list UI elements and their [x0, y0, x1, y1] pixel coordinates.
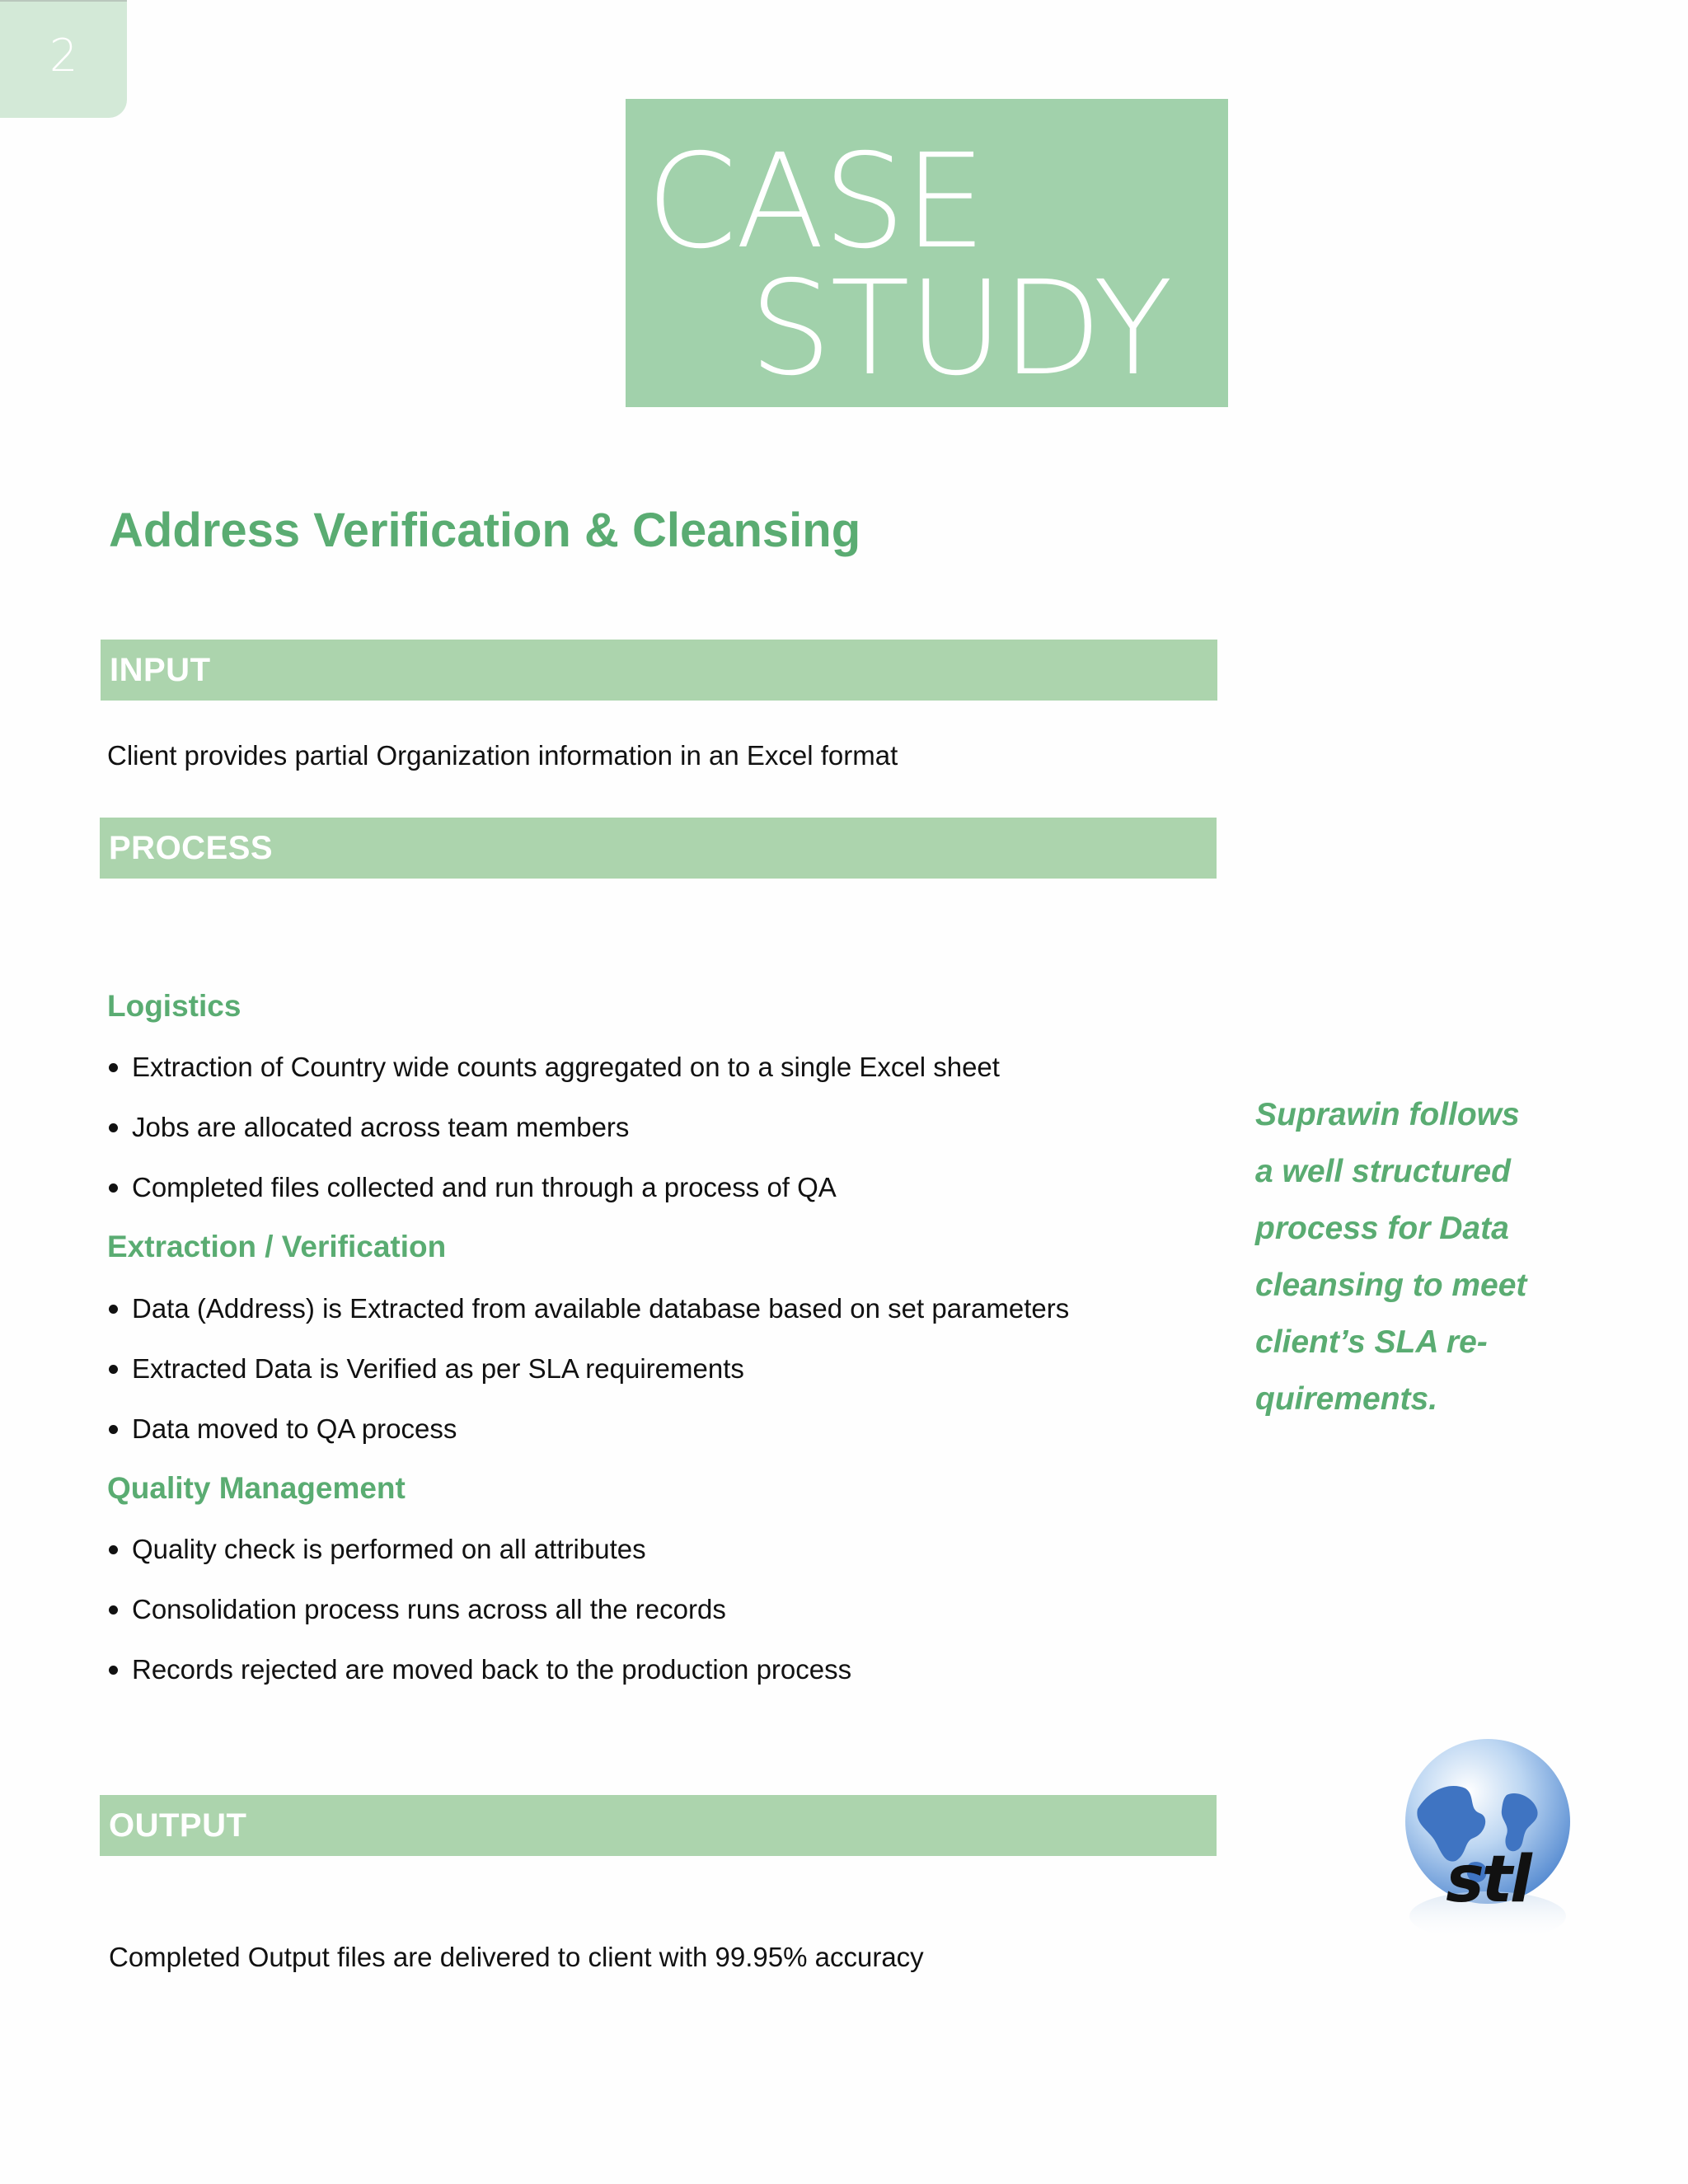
list-item: Records rejected are moved back to the production process	[107, 1653, 851, 1713]
bullet-icon	[109, 1425, 118, 1434]
extraction-list	[107, 1292, 1069, 1473]
callout-line: quirements.	[1255, 1381, 1438, 1417]
bullet-icon	[109, 1063, 118, 1072]
page-number: 2	[49, 30, 78, 82]
callout-line: client’s SLA re-	[1255, 1324, 1488, 1360]
bullet-icon	[109, 1545, 118, 1554]
banner-line-2: STUDY	[749, 253, 1171, 405]
process-heading: PROCESS	[109, 830, 274, 866]
list-item: Completed files collected and run through a process of QA	[107, 1171, 1000, 1231]
callout-line: process for Data	[1255, 1211, 1509, 1246]
output-text: Completed Output files are delivered to client with 99.95% accuracy	[109, 1942, 924, 1972]
callout-line: cleansing to meet	[1255, 1268, 1527, 1303]
output-heading: OUTPUT	[109, 1807, 247, 1844]
process-section-header	[100, 818, 1217, 879]
input-heading: INPUT	[110, 652, 211, 688]
extraction-heading: Extraction / Verification	[107, 1230, 447, 1263]
bullet-icon	[109, 1365, 118, 1374]
list-item: Extracted Data is Verified as per SLA requirements	[107, 1352, 1069, 1413]
bullet-icon	[109, 1183, 118, 1193]
list-item: Extraction of Country wide counts aggregated on to a single Excel sheet	[107, 1051, 1000, 1111]
banner-line-1: CASE	[646, 126, 985, 278]
input-section-header	[101, 640, 1217, 701]
bullet-icon	[109, 1305, 118, 1314]
list-item: Data (Address) is Extracted from available database based on set parameters	[107, 1292, 1069, 1352]
bullet-icon	[109, 1123, 118, 1132]
bullet-icon	[109, 1666, 118, 1675]
case-study-banner	[626, 99, 1228, 407]
callout-line: a well structured	[1255, 1154, 1511, 1189]
quality-heading: Quality Management	[107, 1471, 406, 1505]
list-item: Consolidation process runs across all the records	[107, 1593, 851, 1653]
logo-text: stl	[1446, 1843, 1530, 1917]
logistics-heading: Logistics	[107, 989, 241, 1023]
callout-quote	[1255, 1086, 1552, 1427]
company-logo	[1393, 1731, 1582, 1961]
quality-list	[107, 1533, 851, 1713]
bullet-icon	[109, 1605, 118, 1615]
globe-icon	[1393, 1731, 1582, 1961]
list-item: Jobs are allocated across team members	[107, 1111, 1000, 1171]
list-item: Data moved to QA process	[107, 1413, 1069, 1473]
output-section-header	[100, 1795, 1217, 1856]
logistics-list	[107, 1051, 1000, 1231]
input-text: Client provides partial Organization information in an Excel format	[107, 740, 898, 771]
callout-line: Suprawin follows	[1255, 1097, 1520, 1132]
document-title: Address Verification & Cleansing	[109, 504, 861, 557]
list-item: Quality check is performed on all attributes	[107, 1533, 851, 1593]
